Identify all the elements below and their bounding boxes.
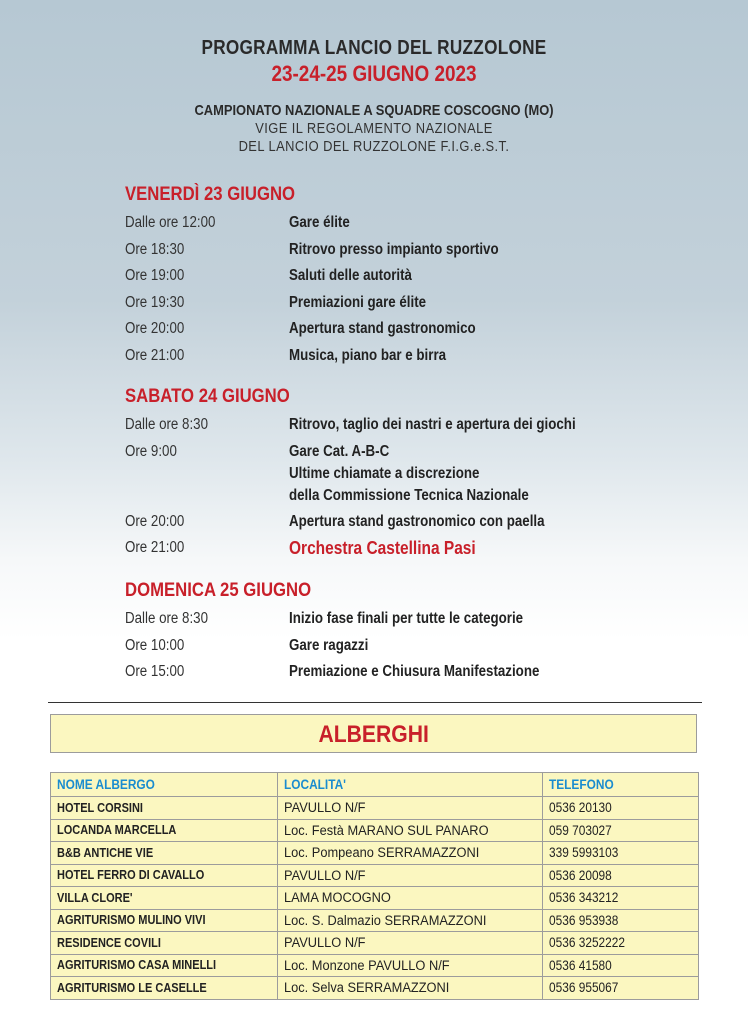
event-activity: Gare élite xyxy=(289,214,350,231)
hotel-name: AGRITURISMO LE CASELLE xyxy=(51,977,278,1000)
hotel-phone: 0536 343212 xyxy=(543,887,699,910)
event-activity: Apertura stand gastronomico con paella xyxy=(289,512,545,530)
schedule-row xyxy=(125,318,725,345)
event-time: Ore 19:30 xyxy=(125,293,185,311)
event-time: Ore 19:00 xyxy=(125,267,185,284)
table-header-row xyxy=(51,773,699,797)
hotel-phone: 339 5993103 xyxy=(543,842,699,865)
event-activity: Inizio fase finali per tutte le categorie xyxy=(289,610,524,627)
event-time: Dalle ore 12:00 xyxy=(125,214,216,231)
schedule-row xyxy=(125,608,725,635)
hotel-phone: 059 703027 xyxy=(543,819,699,842)
hotel-name: HOTEL CORSINI xyxy=(51,797,278,820)
event-line: Gare Cat. A-B-C xyxy=(289,442,390,460)
hotel-location: Loc. S. Dalmazio SERRAMAZZONI xyxy=(278,909,543,932)
hotel-phone: 0536 41580 xyxy=(543,954,699,977)
hotel-location: Loc. Monzone PAVULLO N/F xyxy=(278,954,543,977)
column-header-name: NOME ALBERGO xyxy=(51,773,278,797)
hotel-phone: 0536 3252222 xyxy=(543,932,699,955)
schedule-row xyxy=(125,345,725,372)
column-header-phone: TELEFONO xyxy=(543,773,699,797)
schedule-row xyxy=(125,635,725,662)
table-row xyxy=(51,819,699,842)
event-dates: 23-24-25 GIUGNO 2023 xyxy=(271,61,477,86)
event-activity: Apertura stand gastronomico xyxy=(289,320,476,337)
section-divider xyxy=(48,702,702,703)
event-activity-highlight: Orchestra Castellina Pasi xyxy=(289,538,476,558)
event-activity: Ritrovo presso impianto sportivo xyxy=(289,240,499,258)
page-title: PROGRAMMA LANCIO DEL RUZZOLONE xyxy=(201,37,547,59)
event-activity: Ritrovo, taglio dei nastri e apertura dei giochi xyxy=(289,416,576,433)
hotel-location: Loc. Pompeano SERRAMAZZONI xyxy=(278,842,543,865)
event-time: Ore 10:00 xyxy=(125,636,185,654)
schedule-row xyxy=(125,661,725,688)
schedule-row xyxy=(125,212,725,239)
day-saturday xyxy=(125,386,725,564)
event-time: Dalle ore 8:30 xyxy=(125,416,209,433)
table-row xyxy=(51,797,699,820)
regulation-line-2: DEL LANCIO DEL RUZZOLONE F.I.G.e.S.T. xyxy=(238,138,510,155)
event-time: Ore 18:30 xyxy=(125,240,185,258)
event-time: Ore 20:00 xyxy=(125,512,185,530)
schedule-row xyxy=(125,292,725,319)
header xyxy=(0,36,748,156)
event-line: Ultime chiamate a discrezione xyxy=(289,464,480,482)
day-title: DOMENICA 25 GIUGNO xyxy=(125,580,312,601)
event-time: Ore 15:00 xyxy=(125,663,185,680)
hotel-phone: 0536 953938 xyxy=(543,909,699,932)
day-friday xyxy=(125,184,725,371)
day-sunday xyxy=(125,580,725,688)
event-activity: Saluti delle autorità xyxy=(289,267,412,284)
hotel-phone: 0536 955067 xyxy=(543,977,699,1000)
table-row xyxy=(51,977,699,1000)
alberghi-title: ALBERGHI xyxy=(318,721,429,748)
schedule-row xyxy=(125,441,725,511)
hotel-name: VILLA CLORE' xyxy=(51,887,278,910)
hotels-table xyxy=(50,772,699,1000)
event-line: della Commissione Tecnica Nazionale xyxy=(289,486,529,504)
schedule-row xyxy=(125,414,725,441)
table-row xyxy=(51,842,699,865)
table-row xyxy=(51,954,699,977)
day-title: SABATO 24 GIUGNO xyxy=(125,386,290,407)
hotel-name: AGRITURISMO MULINO VIVI xyxy=(51,909,278,932)
event-time: Ore 21:00 xyxy=(125,539,185,556)
table-row xyxy=(51,909,699,932)
event-time: Ore 20:00 xyxy=(125,320,185,337)
alberghi-banner xyxy=(50,714,697,753)
hotel-phone: 0536 20130 xyxy=(543,797,699,820)
event-activity: Premiazione e Chiusura Manifestazione xyxy=(289,663,540,680)
hotel-name: HOTEL FERRO DI CAVALLO xyxy=(51,864,278,887)
event-activity xyxy=(289,441,529,507)
event-time: Dalle ore 8:30 xyxy=(125,610,209,627)
hotel-location: PAVULLO N/F xyxy=(278,864,543,887)
table-row xyxy=(51,887,699,910)
hotel-location: Loc. Selva SERRAMAZZONI xyxy=(278,977,543,1000)
hotel-location: Loc. Festà MARANO SUL PANARO xyxy=(278,819,543,842)
event-time: Ore 21:00 xyxy=(125,346,185,364)
event-activity: Gare ragazzi xyxy=(289,636,369,654)
event-time: Ore 9:00 xyxy=(125,442,177,460)
hotel-name: RESIDENCE COVILI xyxy=(51,932,278,955)
hotel-name: AGRITURISMO CASA MINELLI xyxy=(51,954,278,977)
schedule-row xyxy=(125,239,725,266)
event-activity: Premiazioni gare élite xyxy=(289,293,427,311)
schedule-row xyxy=(125,265,725,292)
schedule-row xyxy=(125,537,725,564)
hotel-location: LAMA MOCOGNO xyxy=(278,887,543,910)
hotel-location: PAVULLO N/F xyxy=(278,932,543,955)
table-row xyxy=(51,864,699,887)
event-activity: Musica, piano bar e birra xyxy=(289,346,447,364)
column-header-location: LOCALITA' xyxy=(278,773,543,797)
hotel-location: PAVULLO N/F xyxy=(278,797,543,820)
regulation-line-1: VIGE IL REGOLAMENTO NAZIONALE xyxy=(255,120,493,137)
championship-subtitle: CAMPIONATO NAZIONALE A SQUADRE COSCOGNO (MO) xyxy=(194,102,554,119)
hotel-name: B&B ANTICHE VIE xyxy=(51,842,278,865)
hotel-name: LOCANDA MARCELLA xyxy=(51,819,278,842)
hotel-phone: 0536 20098 xyxy=(543,864,699,887)
day-title: VENERDÌ 23 GIUGNO xyxy=(125,184,296,205)
schedule-row xyxy=(125,511,725,538)
table-row xyxy=(51,932,699,955)
